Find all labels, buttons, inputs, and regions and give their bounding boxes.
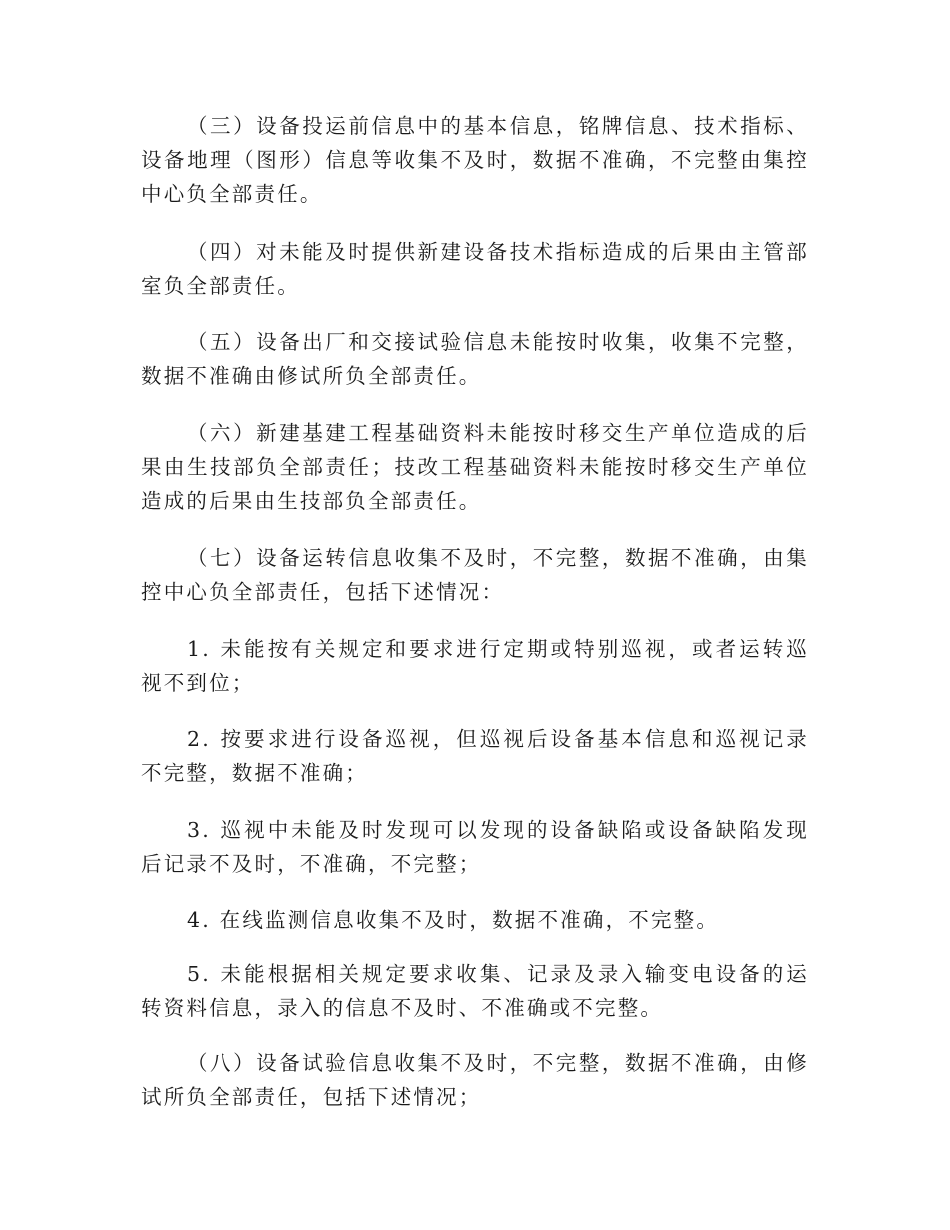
paragraph-4: （四）对未能及时提供新建设备技术指标造成的后果由主管部室负全部责任。 [141, 240, 809, 298]
paragraph-5: （五）设备出厂和交接试验信息未能按时收集，收集不完整，数据不准确由修试所负全部责任。 [141, 330, 809, 388]
list-item-2: 2. 按要求进行设备巡视，但巡视后设备基本信息和巡视记录不完整，数据不准确； [141, 727, 809, 785]
list-item-5: 5. 未能根据相关规定要求收集、记录及录入输变电设备的运转资料信息，录入的信息不及时、不准确或不完整。 [141, 962, 809, 1020]
list-item-1: 1. 未能按有关规定和要求进行定期或特别巡视，或者运转巡视不到位； [141, 637, 809, 695]
paragraph-3: （三）设备投运前信息中的基本信息，铭牌信息、技术指标、设备地理（图形）信息等收集不及时，数据不准确，不完整由集控中心负全部责任。 [141, 114, 809, 206]
paragraph-7: （七）设备运转信息收集不及时，不完整，数据不准确，由集控中心负全部责任，包括下述情况： [141, 546, 809, 604]
paragraph-6: （六）新建基建工程基础资料未能按时移交生产单位造成的后果由生技部负全部责任；技改工程基础资料未能按时移交生产单位造成的后果由生技部负全部责任。 [141, 421, 809, 513]
paragraph-8: （八）设备试验信息收集不及时，不完整，数据不准确，由修试所负全部责任，包括下述情况； [141, 1051, 809, 1109]
list-item-3: 3. 巡视中未能及时发现可以发现的设备缺陷或设备缺陷发现后记录不及时，不准确，不完整； [141, 818, 809, 876]
list-item-4: 4. 在线监测信息收集不及时，数据不准确，不完整。 [187, 908, 720, 932]
